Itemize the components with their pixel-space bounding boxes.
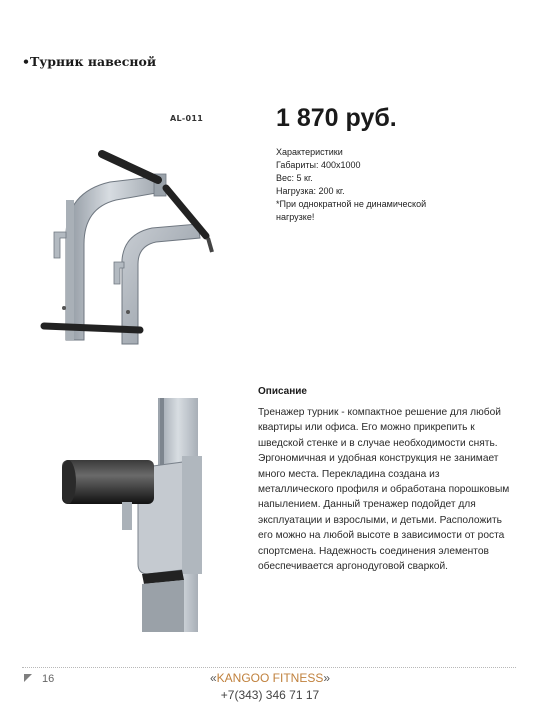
bracket-detail-image xyxy=(62,398,246,632)
pull-up-bar-image xyxy=(30,140,262,356)
description-text: Тренажер турник - компактное решение для любой квартиры или офиса. Его можно прикрепить к шведской стенке и в случае необходимости снять. Эргономичная и удобная конструкция не занимает много места. Перекладина создана из металлического профиля и обработана порошковым напылением. Данный тренажер подойдет для эксплуатации и взрослыми, и детьми. Расположить его можно на любой высоте в зависимости от роста спортсмена. Надежность соединения элементов обеспечивается аргонодуговой сваркой. xyxy=(258,407,510,573)
spec-weight: Вес: 5 кг. xyxy=(276,173,313,183)
specifications xyxy=(276,146,466,224)
brand-name xyxy=(0,671,540,685)
spec-load: Нагрузка: 200 кг. xyxy=(276,186,345,196)
model-code: AL-011 xyxy=(170,114,204,123)
phone-number: +7(343) 346 71 17 xyxy=(220,688,320,702)
brand-close-quote: » xyxy=(323,671,331,685)
specs-heading: Характеристики xyxy=(276,147,343,157)
spec-note: *При однократной не динамической нагрузке! xyxy=(276,199,427,222)
brand-text: KANGOO FITNESS xyxy=(216,671,324,685)
price: 1 870 руб. xyxy=(276,104,397,132)
description-heading: Описание xyxy=(258,386,307,397)
spec-dimensions: Габариты: 400х1000 xyxy=(276,160,361,170)
footer-divider xyxy=(22,667,516,668)
page-title: •Турник навесной xyxy=(22,54,157,69)
brand-open-quote: « xyxy=(209,671,217,685)
page-number: 16 xyxy=(42,673,55,685)
